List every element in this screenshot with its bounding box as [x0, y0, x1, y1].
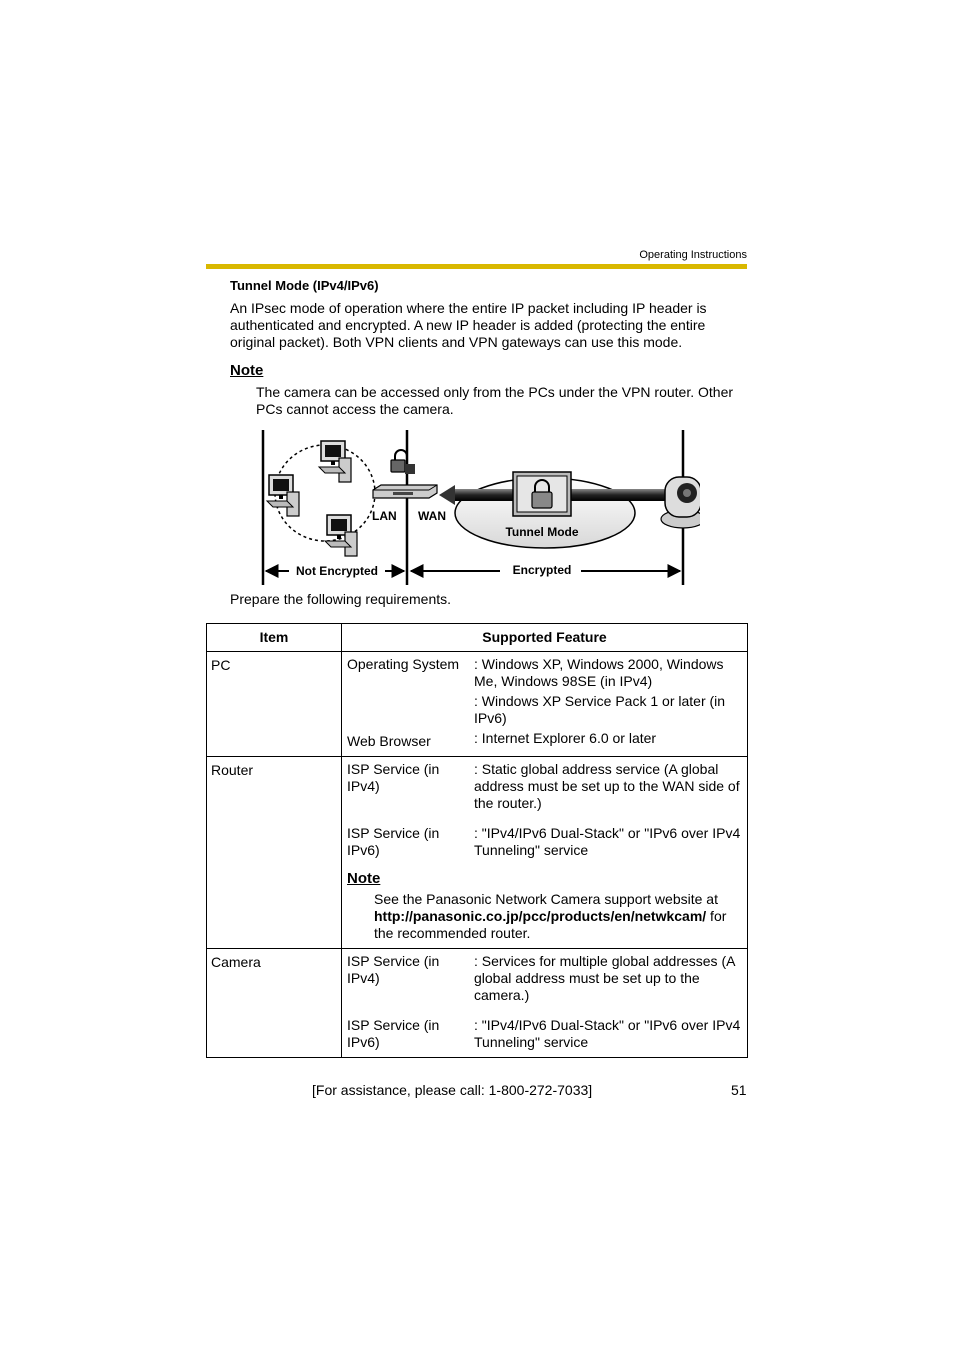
item-cell: PC	[207, 652, 342, 757]
feature-value: : Internet Explorer 6.0 or later	[474, 730, 657, 746]
header-feature: Supported Feature	[342, 624, 748, 652]
pc-icon	[267, 475, 299, 516]
feature-value: : Windows XP Service Pack 1 or later (in IPv6)	[474, 693, 726, 726]
feature-cell	[342, 949, 748, 1058]
lan-label: LAN	[372, 509, 397, 523]
feature-name: ISP Service (in IPv6)	[347, 1017, 440, 1050]
encrypted-label: Encrypted	[512, 563, 572, 577]
not-encrypted-label: Not Encrypted	[295, 564, 379, 578]
table-row-camera	[207, 949, 748, 1058]
requirements-table	[206, 623, 748, 1058]
feature-value: : Static global address service (A global address must be set up to the WAN side of the router.)	[474, 761, 740, 811]
feature-name: ISP Service (in IPv6)	[347, 825, 440, 858]
feature-cell	[342, 757, 748, 949]
header-item: Item	[207, 624, 342, 652]
table-header-row	[207, 624, 748, 652]
header-rule	[206, 264, 747, 269]
prepare-text: Prepare the following requirements.	[230, 591, 452, 607]
encryption-box-icon	[513, 472, 571, 516]
intro-paragraph: An IPsec mode of operation where the entire IP packet including IP header is authenticated and encrypted. A new IP header is added (protecting the entire original packet). Both VPN clients and VPN gateways can use this mode.	[230, 300, 707, 350]
pc-icon	[325, 515, 357, 556]
table-row-router	[207, 757, 748, 949]
lock-icon	[391, 450, 415, 474]
table-row-pc	[207, 652, 748, 757]
feature-value: : Windows XP, Windows 2000, Windows Me, Windows 98SE (in IPv4)	[474, 656, 724, 689]
feature-name: Operating System	[347, 656, 460, 672]
network-camera-icon	[661, 477, 700, 528]
feature-name: ISP Service (in IPv4)	[347, 761, 440, 794]
feature-name: ISP Service (in IPv4)	[347, 953, 440, 986]
router-note-heading: Note	[347, 870, 381, 887]
feature-value: : Services for multiple global addresses (A global address must be set up to the camera.)	[474, 953, 735, 1003]
note-heading: Note	[230, 362, 264, 379]
tunnel-arrow	[439, 485, 455, 505]
pc-icon	[319, 441, 351, 482]
item-cell: Router	[207, 757, 342, 949]
tunnel-mode-diagram	[255, 425, 700, 590]
feature-name: Web Browser	[347, 733, 431, 749]
wan-label: WAN	[418, 509, 446, 523]
feature-cell	[342, 652, 748, 757]
router-note-text: for the recommended router.	[374, 908, 727, 941]
section-title: Tunnel Mode (IPv4/IPv6)	[230, 278, 379, 293]
feature-value: : "IPv4/IPv6 Dual-Stack" or "IPv6 over IPv4 Tunneling" service	[474, 1017, 741, 1050]
feature-value: : "IPv4/IPv6 Dual-Stack" or "IPv6 over IPv4 Tunneling" service	[474, 825, 741, 858]
header-label: Operating Instructions	[639, 249, 747, 261]
item-cell: Camera	[207, 949, 342, 1058]
tunnel-mode-label: Tunnel Mode	[505, 525, 579, 539]
page-number: 51	[731, 1082, 747, 1098]
support-website-link[interactable]: http://panasonic.co.jp/pcc/products/en/netwkcam/	[374, 908, 707, 924]
router-icon	[373, 485, 437, 498]
router-note-body	[374, 891, 741, 942]
footer-assistance: [For assistance, please call: 1-800-272-7033]	[312, 1082, 593, 1098]
router-note-text: See the Panasonic Network Camera support website at	[374, 891, 718, 907]
note-body: The camera can be accessed only from the PCs under the VPN router. Other PCs cannot access the camera.	[256, 384, 734, 417]
